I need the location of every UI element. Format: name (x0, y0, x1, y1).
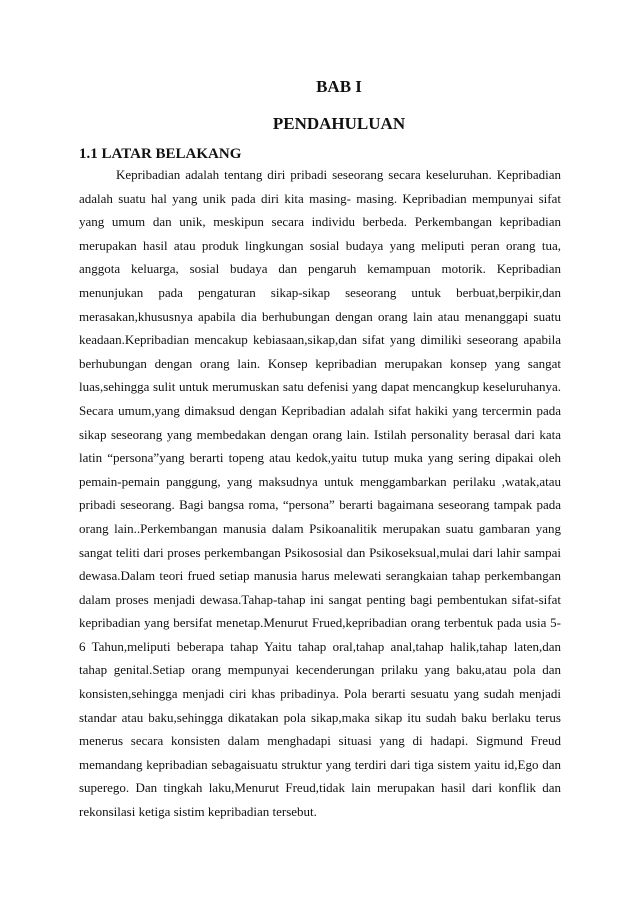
chapter-title: PENDAHULUAN (272, 114, 406, 133)
section-heading: 1.1 LATAR BELAKANG (79, 146, 242, 162)
chapter-number: BAB I (316, 77, 362, 96)
body-paragraph: Kepribadian adalah tentang diri pribadi seseorang secara keseluruhan. Kepribadian adalah suatu hal yang unik pada diri kita masing- masing. Kepribadian mempunyai sifat yang umum dan unik, meskipun secara individu berbeda. Perkembangan kepribadian merupakan hasil atau produk lingkungan sosial budaya yang meliputi peran orang tua, anggota keluarga, sosial budaya dan pengaruh kemampuan motorik. Kepribadian menunjukan pada pengaturan sikap-sikap seseorang untuk berbuat,berpikir,dan merasakan,khususnya apabila dia berhubungan dengan orang lain atau menanggapi suatu keadaan.Kepribadian mencakup kebiasaan,sikap,dan sifat yang dimiliki seseorang apabila berhubungan dengan orang lain. Konsep kepribadian merupakan konsep yang sangat luas,sehingga sulit untuk merumuskan satu defenisi yang dapat mencangkup keseluruhanya. Secara umum,yang dimaksud dengan Kepribadian adalah sifat hakiki yang tercermin pada sikap seseorang yang membedakan dengan orang lain. Istilah personality berasal dari kata latin “persona”yang berarti topeng atau kedok,yaitu tutup muka yang sering dipakai oleh pemain-pemain panggung, yang maksudnya untuk menggambarkan perilaku ,watak,atau pribadi seseorang. Bagi bangsa roma, “persona” berarti bagaimana seseorang tampak pada orang lain..Perkembangan manusia dalam Psikoanalitik merupakan suatu gambaran yang sangat teliti dari proses perkembangan Psikososial dan Psikoseksual,mulai dari lahir sampai dewasa.Dalam teori frued setiap manusia harus melewati serangkaian tahap perkembangan dalam proses menjadi dewasa.Tahap-tahap ini sangat penting bagi pembentukan sifat-sifat kepribadian yang bersifat menetap.Menurut Frued,kepribadian orang terbentuk pada usia 5-6 Tahun,meliputi beberapa tahap Yaitu tahap oral,tahap anal,tahap halik,tahap laten,dan tahap genital.Setiap orang mempunyai kecenderungan prilaku yang baku,atau pola dan konsisten,sehingga menjadi ciri khas pribadinya. Pola berarti sesuatu yang sudah menjadi standar atau baku,sehingga dikatakan pola sikap,maka sikap itu sudah baku berlaku terus menerus secara konsisten dalam menghadapi situasi yang di hadapi. Sigmund Freud memandang kepribadian sebagaisuatu struktur yang terdiri dari tiga sistem yaitu id,Ego dan superego. Dan tingkah laku,Menurut Freud,tidak lain merupakan hasil dari konflik dan rekonsilasi ketiga sistim kepribadian tersebut. (79, 167, 561, 820)
